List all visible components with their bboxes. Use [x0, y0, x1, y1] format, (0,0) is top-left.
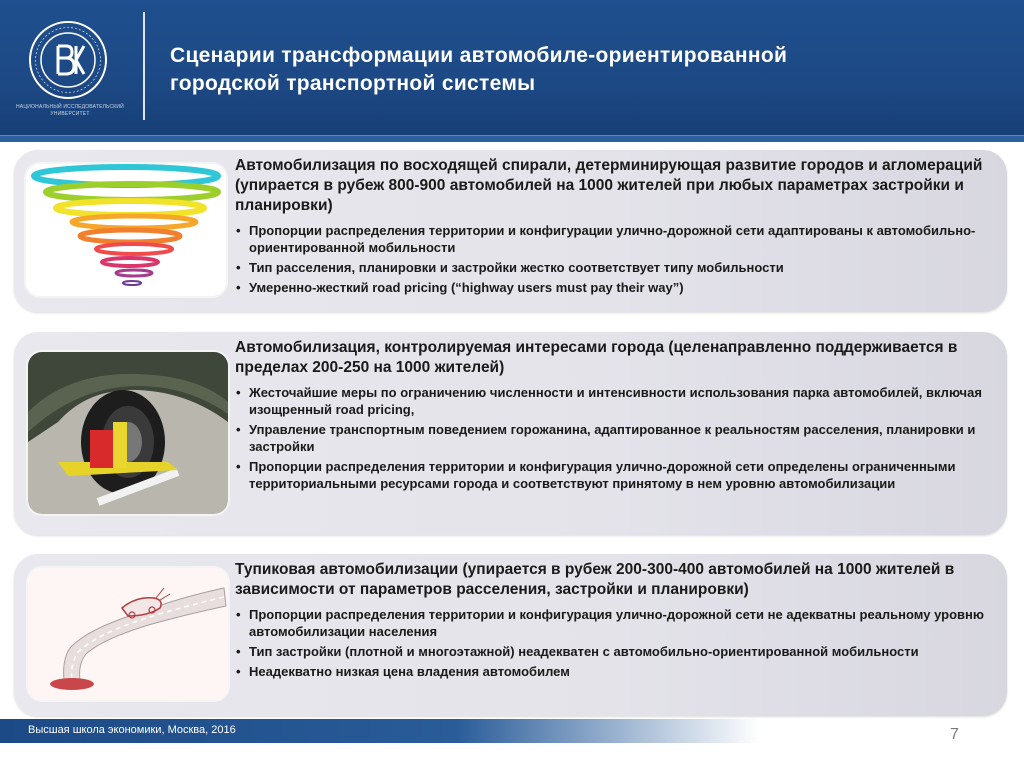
list-item: • Неадекватно низкая цена владения автомобилем	[235, 663, 995, 680]
page-title	[170, 42, 970, 98]
list-item: • Пропорции распределения территории и конфигурации улично-дорожной сети адаптированы к автомобильно-ориентированной мобильности	[235, 222, 995, 256]
footer-bar	[0, 719, 760, 743]
list-item: • Управление транспортным поведением горожанина, адаптированное к реальностям расселения, планировки и застройки	[235, 421, 995, 455]
scenario-1-bullets	[235, 222, 995, 296]
list-item: • Пропорции распределения территории и конфигурация улично-дорожной сети определены ограниченными территориальными ресурсами города и соответствуют принятому в нем уровню автомобилизации	[235, 458, 995, 492]
scenario-1-heading: Автомобилизация по восходящей спирали, детерминирующая развитие городов и агломераций (упирается в рубеж 800-900 автомобилей на 1000 жителей при любых параметрах застройки и планировки)	[235, 157, 983, 214]
list-item: • Тип расселения, планировки и застройки жестко соответствует типу мобильности	[235, 259, 995, 276]
list-item: • Тип застройки (плотной и многоэтажной) неадекватен с автомобильно-ориентированной мобильности	[235, 643, 995, 660]
header-divider	[143, 12, 145, 120]
title-line-1: Сценарии трансформации автомобиле-ориентированной	[170, 44, 788, 67]
scenario-1-text	[235, 156, 995, 299]
scenario-3-text	[235, 560, 995, 683]
scenario-3-heading: Тупиковая автомобилизации (упирается в рубеж 200-300-400 автомобилей на 1000 жителей в зависимости от параметров расселения, застройки и планировки)	[235, 561, 955, 598]
scenario-2-text	[235, 338, 995, 495]
scenario-2-bullets	[235, 384, 995, 492]
list-item: • Умеренно-жесткий road pricing (“highway users must pay their way”)	[235, 279, 995, 296]
spiral-illustration-icon	[26, 164, 226, 296]
header-underline	[0, 135, 1024, 142]
page-number: 7	[950, 726, 959, 743]
list-item: • Пропорции распределения территории и конфигурация улично-дорожной сети не адекватны реальному уровню автомобилизации населения	[235, 606, 995, 640]
scenario-2-heading: Автомобилизация, контролируемая интересами города (целенаправленно поддерживается в пределах 200-250 на 1000 жителей)	[235, 339, 958, 376]
wheel-clamp-image	[28, 352, 228, 514]
header-bar	[0, 0, 1024, 135]
logo-caption: НАЦИОНАЛЬНЫЙ ИССЛЕДОВАТЕЛЬСКИЙ УНИВЕРСИТЕТ	[16, 104, 124, 117]
list-item: • Жесточайшие меры по ограничению численности и интенсивности использования парка автомобилей, включая изощренный road pricing,	[235, 384, 995, 418]
dead-end-road-image	[28, 568, 228, 700]
university-logo-icon	[28, 20, 108, 100]
spiral-image	[26, 164, 226, 296]
footer-text: Высшая школа экономики, Москва, 2016	[28, 724, 236, 736]
dead-end-road-illustration-icon	[28, 568, 228, 700]
scenario-3-bullets	[235, 606, 995, 680]
title-line-2: городской транспортной системы	[170, 72, 536, 95]
wheel-clamp-illustration-icon	[28, 352, 228, 514]
